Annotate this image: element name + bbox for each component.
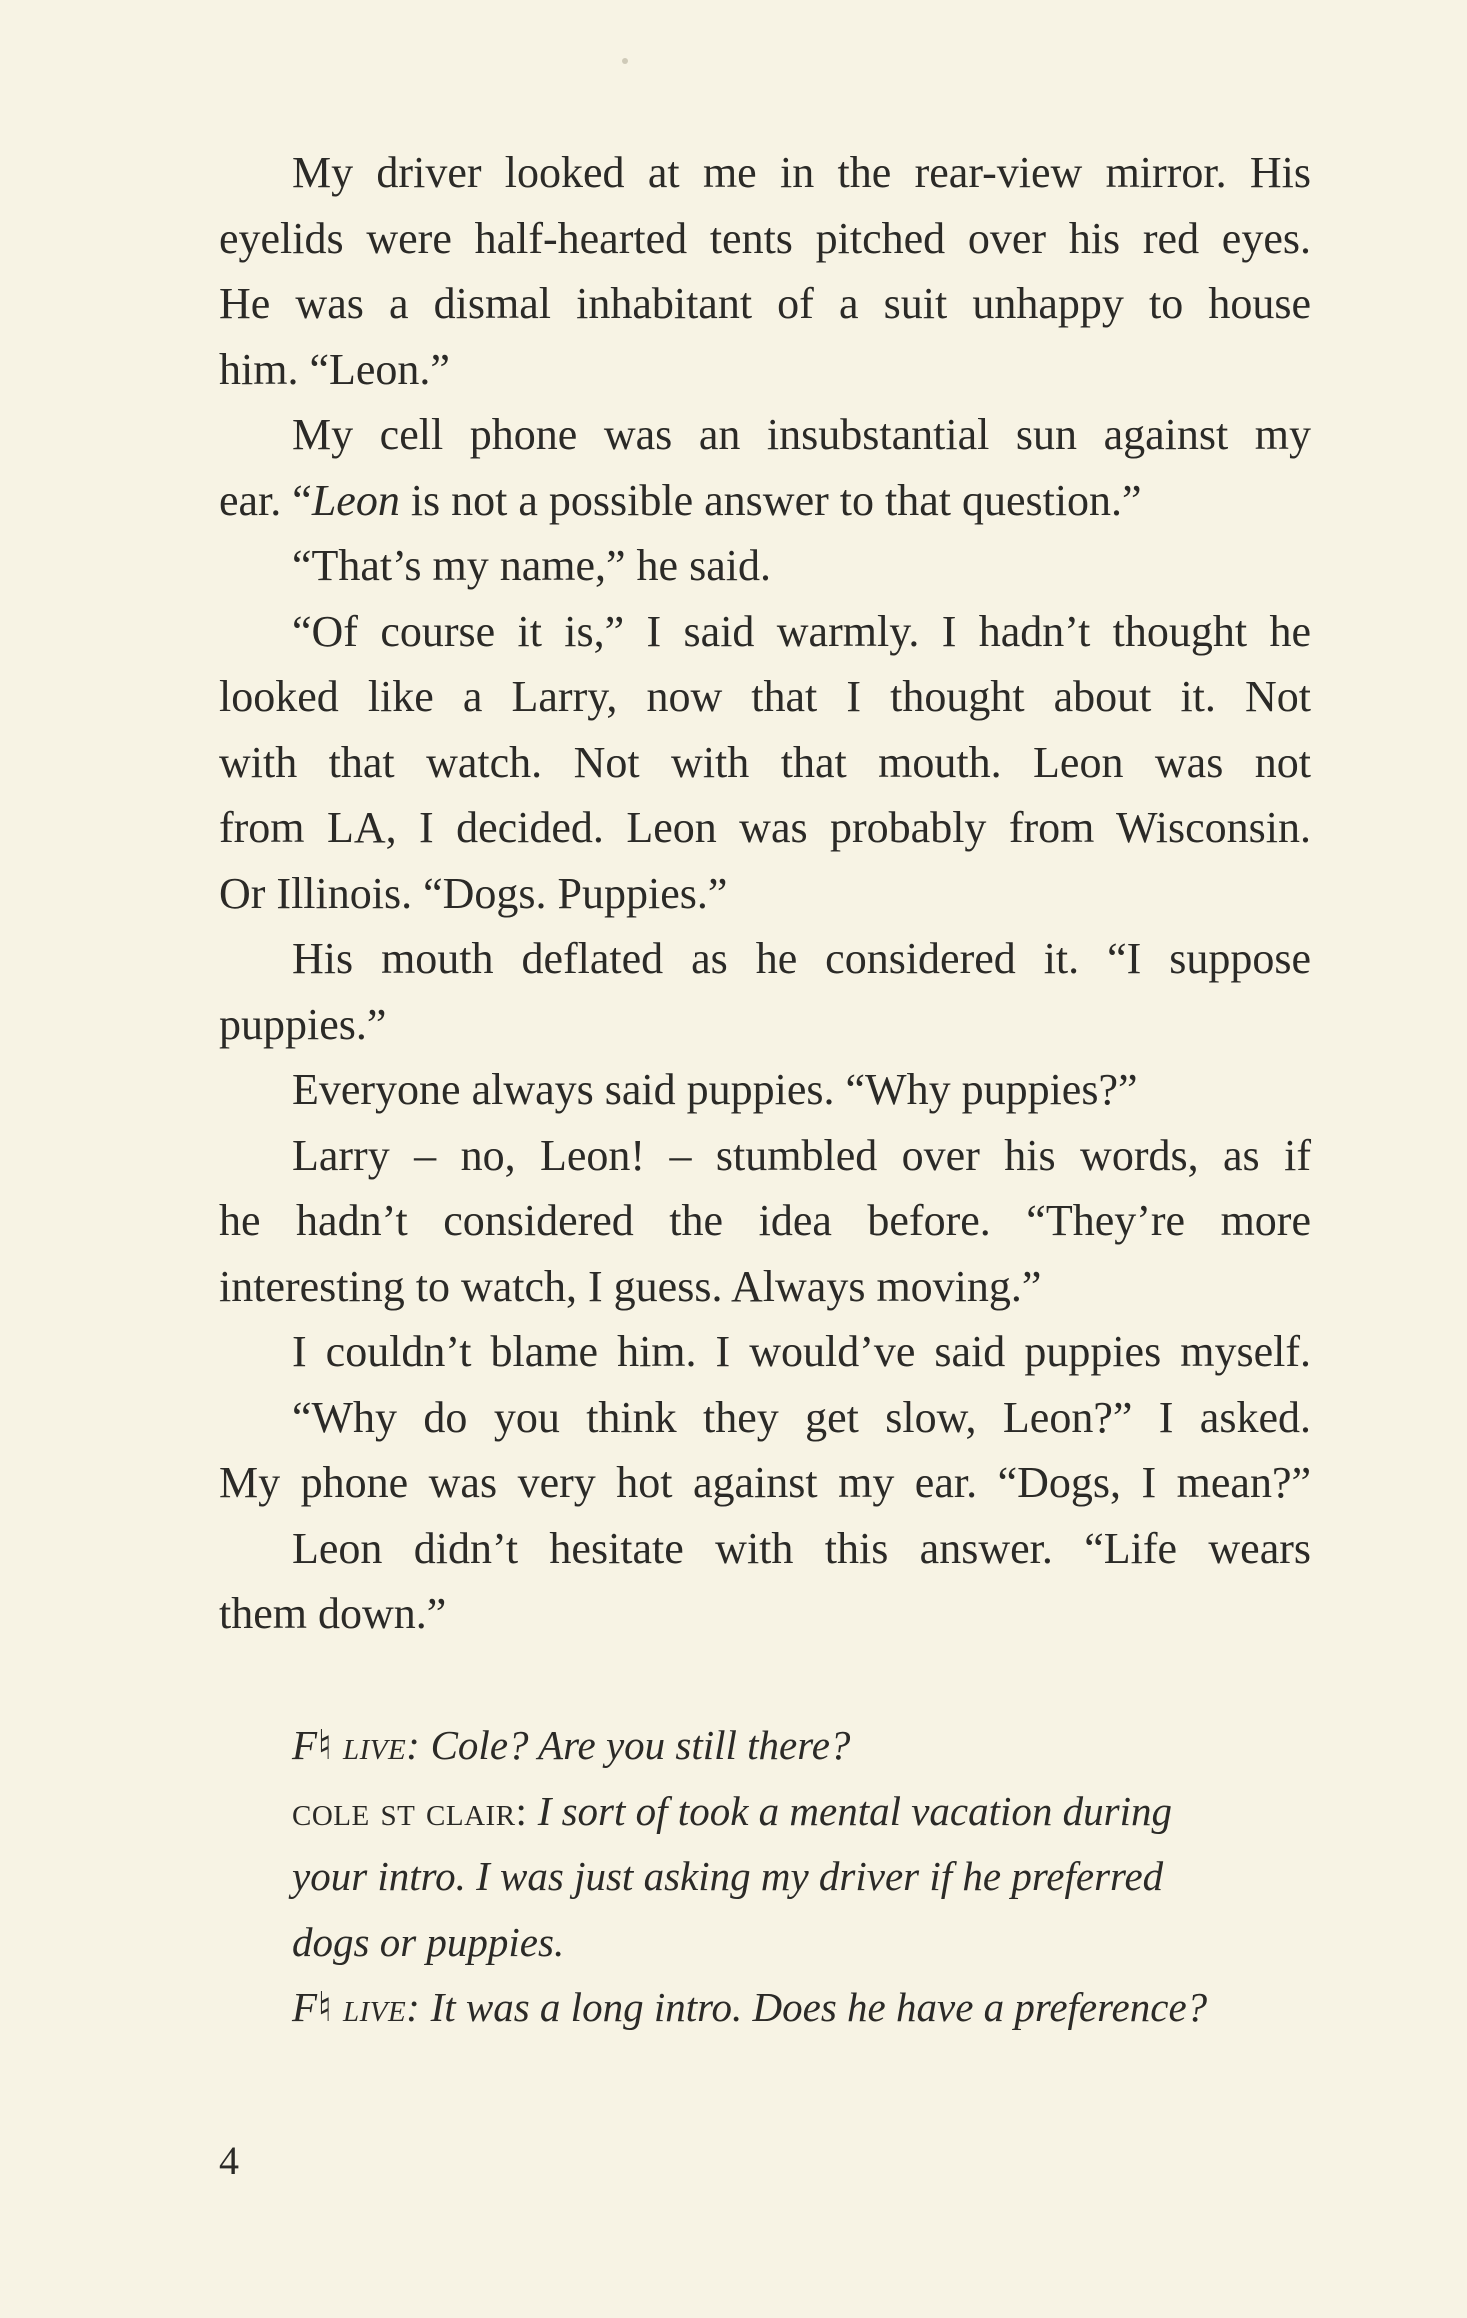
paragraph (219, 599, 1311, 927)
text-line: His mouth deflated as he considered it. “I suppose (292, 934, 1311, 983)
page-speck (622, 58, 628, 64)
text-line: interesting to watch, I guess. Always moving.” (219, 1261, 1042, 1311)
text-line: Leon didn’t hesitate with this answer. “Life wears (292, 1523, 1311, 1573)
italic-word: Leon (311, 475, 400, 525)
text-line: My driver looked at me in the rear-view mirror. His (292, 148, 1311, 197)
transcript-line (292, 1779, 1311, 1845)
text-line: Everyone always said puppies. “Why puppies?” (292, 1065, 1138, 1114)
paragraph (219, 1516, 1311, 1647)
text-line: “Of course it is,” I said warmly. I hadn’t thought he (292, 606, 1311, 656)
text-line: “That’s my name,” he said. (292, 541, 771, 590)
text-line (219, 468, 1311, 534)
text-line: My phone was very hot against my ear. “Dogs, I mean?” (219, 1458, 1311, 1507)
paragraph (219, 1123, 1311, 1320)
paragraph (219, 140, 1311, 402)
speaker-name: cole st clair: (292, 1787, 528, 1834)
text-line: Or Illinois. “Dogs. Puppies.” (219, 868, 728, 918)
speech-text: Cole? Are you still there? (430, 1722, 851, 1768)
station-name: F♮ (292, 1722, 333, 1768)
text-line: from LA, I decided. Leon was probably from Wisconsin. (219, 803, 1311, 852)
text-line: I couldn’t blame him. I would’ve said puppies myself. (292, 1327, 1311, 1376)
live-label: live: (342, 1722, 421, 1768)
transcript-line (292, 1910, 1311, 1976)
text-line: My cell phone was an insubstantial sun against my (292, 410, 1311, 459)
text-line: He was a dismal inhabitant of a suit unhappy to house (219, 279, 1311, 328)
speech-text: your intro. I was just asking my driver if he preferred (292, 1853, 1164, 1899)
transcript-line (292, 1844, 1311, 1910)
transcript-line (292, 1975, 1311, 2041)
speech-text: dogs or puppies. (292, 1918, 565, 1965)
live-label: live: (342, 1984, 421, 2030)
speech-text: I sort of took a mental vacation during (537, 1787, 1173, 1834)
paragraph (219, 1319, 1311, 1385)
transcript-line (292, 1713, 1311, 1779)
text-line: him. “Leon.” (219, 344, 450, 394)
text-line: puppies.” (219, 999, 387, 1049)
text-line: with that watch. Not with that mouth. Leon was not (219, 737, 1311, 787)
text-line: Larry – no, Leon! – stumbled over his words, as if (292, 1130, 1311, 1180)
paragraph (219, 402, 1311, 533)
text-line: he hadn’t considered the idea before. “They’re more (219, 1196, 1311, 1245)
paragraph (219, 1385, 1311, 1516)
body-text (219, 140, 1311, 1647)
text-fragment: is not a possible answer to that question.” (399, 475, 1142, 525)
paragraph (219, 1057, 1311, 1123)
text-line: eyelids were half-hearted tents pitched over his red eyes. (219, 213, 1311, 263)
text-line: looked like a Larry, now that I thought about it. Not (219, 672, 1311, 721)
page-number: 4 (219, 2138, 239, 2183)
text-fragment: ear. “ (219, 475, 312, 525)
station-name: F♮ (292, 1984, 333, 2030)
radio-transcript (292, 1713, 1311, 2041)
paragraph (219, 926, 1311, 1057)
text-line: “Why do you think they get slow, Leon?” I asked. (292, 1392, 1311, 1442)
text-line: them down.” (219, 1589, 447, 1638)
paragraph (219, 533, 1311, 599)
speech-text: It was a long intro. Does he have a preference? (430, 1984, 1208, 2030)
